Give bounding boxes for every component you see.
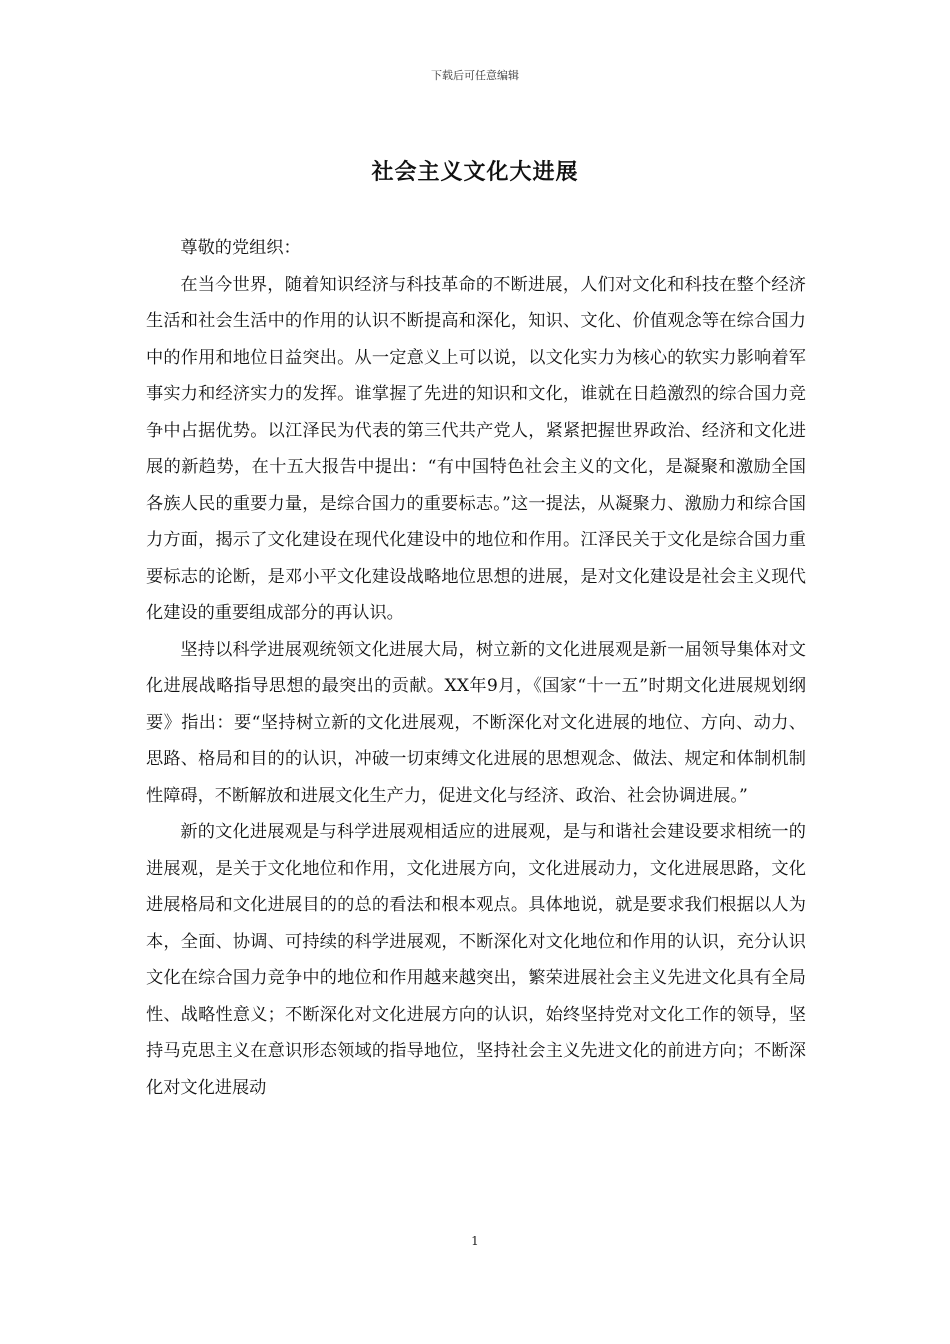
paragraph-2: 坚持以科学进展观统领文化进展大局，树立新的文化进展观是新一届领导集体对文化进展战略指导思想的最突出的贡献。XX年9月，《国家“十一五”时期文化进展规划纲要》指出：要“坚持树立新的文化进展观，不断深化对文化进展的地位、方向、动力、思路、格局和目的的认识，冲破一切束缚文化进展的思想观念、做法、规定和体制机制性障碍，不断解放和进展文化生产力，促进文化与经济、政治、社会协调进展。” <box>146 639 806 806</box>
page-number: 1 <box>471 1234 479 1248</box>
paragraph-3: 新的文化进展观是与科学进展观相适应的进展观，是与和谐社会建设要求相统一的进展观，是关于文化地位和作用，文化进展方向，文化进展动力，文化进展思路，文化进展格局和文化进展目的的总的看法和根本观点。具体地说，就是要求我们根据以人为本，全面、协调、可持续的科学进展观，不断深化对文化地位和作用的认识，充分认识文化在综合国力竞争中的地位和作用越来越突出，繁荣进展社会主义先进文化具有全局性、战略性意义；不断深化对文化进展方向的认识，始终坚持党对文化工作的领导，坚持马克思主义在意识形态领域的指导地位，坚持社会主义先进文化的前进方向；不断深化对文化进展动 <box>146 822 806 1098</box>
salutation: 尊敬的党组织： <box>180 238 301 258</box>
header-note: 下载后可任意编辑 <box>431 69 519 82</box>
paragraph-1: 在当今世界，随着知识经济与科技革命的不断进展，人们对文化和科技在整个经济生活和社会生活中的作用的认识不断提高和深化，知识、文化、价值观念等在综合国力中的作用和地位日益突出。从一定意义上可以说，以文化实力为核心的软实力影响着军事实力和经济实力的发挥。谁掌握了先进的知识和文化，谁就在日趋激烈的综合国力竞争中占据优势。以江泽民为代表的第三代共产党人，紧紧把握世界政治、经济和文化进展的新趋势，在十五大报告中提出：“有中国特色社会主义的文化，是凝聚和激励全国各族人民的重要力量，是综合国力的重要标志。”这一提法，从凝聚力、激励力和综合国力方面，揭示了文化建设在现代化建设中的地位和作用。江泽民关于文化是综合国力重要标志的论断，是邓小平文化建设战略地位思想的进展，是对文化建设是社会主义现代化建设的重要组成部分的再认识。 <box>146 274 806 623</box>
document-body <box>146 230 806 1106</box>
document-title: 社会主义文化大进展 <box>371 159 579 185</box>
